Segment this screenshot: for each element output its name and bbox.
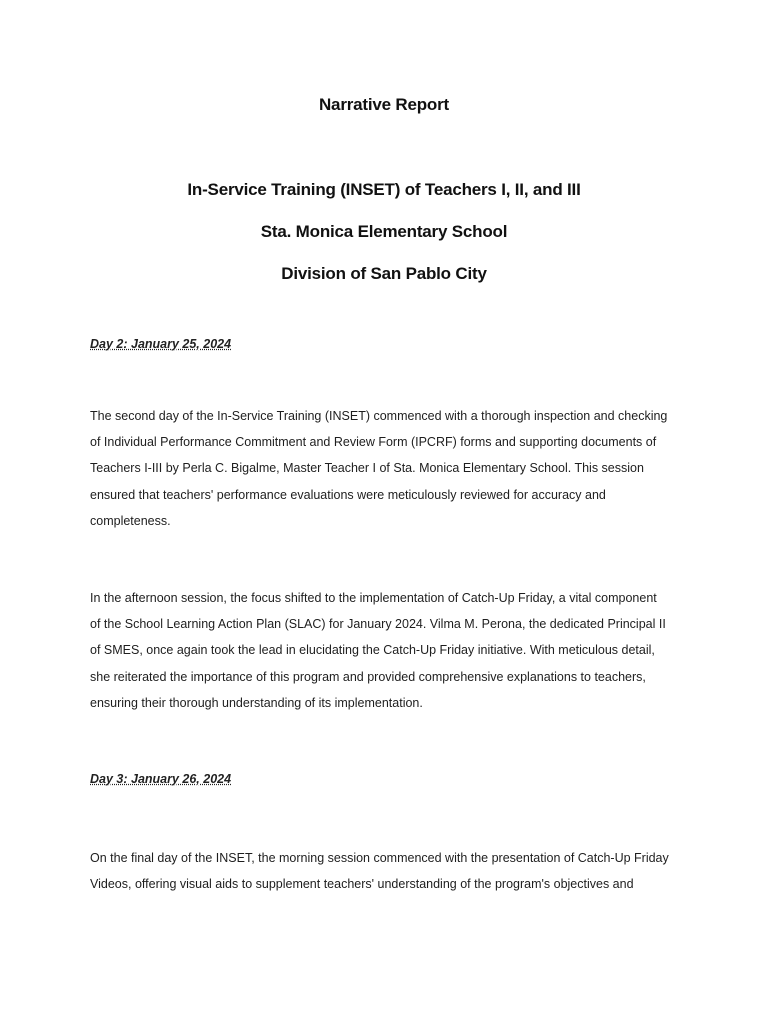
paragraph-line: completeness. [90,513,171,528]
paragraph-line: On the final day of the INSET, the morning session commenced with the presentation of Catch-Up Friday [90,851,669,865]
paragraph-line: of SMES, once again took the lead in elucidating the Catch-Up Friday initiative. With meticulous detail, [90,643,655,658]
division-subtitle: Division of San Pablo City [281,264,487,283]
paragraph-line: ensuring their thorough understanding of its implementation. [90,695,423,710]
paragraph-line: she reiterated the importance of this program and provided comprehensive explanations to teachers, [90,669,646,684]
day3-paragraph [90,845,680,897]
paragraph-line: In the afternoon session, the focus shifted to the implementation of Catch-Up Friday, a vital component [90,591,657,605]
paragraph-line: ensured that teachers' performance evaluations were meticulously reviewed for accuracy and [90,487,606,502]
paragraph-line: of Individual Performance Commitment and Review Form (IPCRF) forms and supporting documents of [90,435,657,450]
afternoon-paragraph [90,585,680,716]
paragraph-line: Videos, offering visual aids to supplement teachers' understanding of the program's objectives and [90,877,634,892]
school-subtitle: Sta. Monica Elementary School [260,222,508,241]
report-title: Narrative Report [318,95,449,114]
paragraph-line: of the School Learning Action Plan (SLAC) for January 2024. Vilma M. Perona, the dedicated Principal II [90,617,666,632]
training-subtitle: In-Service Training (INSET) of Teachers I, II, and III [187,180,581,199]
paragraph-line: The second day of the In-Service Training (INSET) commenced with a thorough inspection and checking [90,409,668,423]
paragraph-line: Teachers I-III by Perla C. Bigalme, Master Teacher I of Sta. Monica Elementary School. This session [90,461,644,476]
day2-heading: Day 2: January 25, 2024 [90,337,232,351]
day3-heading: Day 3: January 26, 2024 [90,772,232,786]
day2-paragraph [90,403,680,534]
